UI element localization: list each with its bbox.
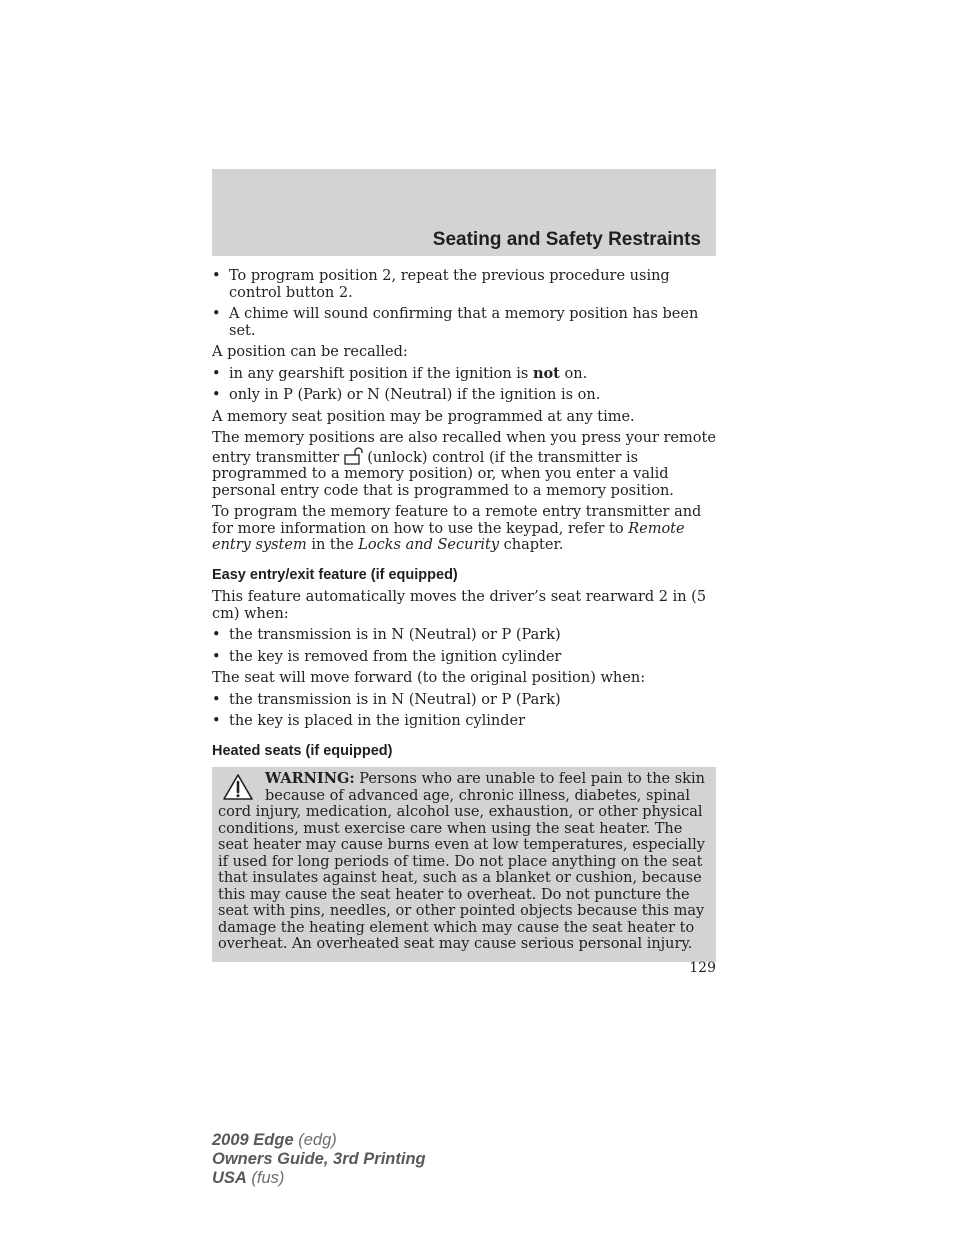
easy-entry-forward-intro: The seat will move forward (to the original position) when:: [212, 670, 646, 686]
footer-line-guide: Owners Guide, 3rd Printing: [212, 1150, 426, 1168]
page-number: 129: [689, 960, 716, 976]
bullet-icon: •: [212, 713, 221, 729]
recall-intro: A position can be recalled:: [212, 344, 408, 360]
list-item: • To program position 2, repeat the previous procedure using control button 2.: [212, 268, 670, 301]
easy-entry-heading: Easy entry/exit feature (if equipped): [212, 566, 458, 583]
warning-text: Persons who are unable to feel pain to the skin because of advanced age, chronic illness, diabetes, spinal cord injury, medication, alcohol use, exhaustion, or other physical conditions, must exercise care when using the seat heater. The seat heater may cause burns even at low temperatures, especially if used for long periods of time. Do not place anything on the seat that insulates against heat, such as a blanket or cushion, because this may cause the seat heater to overheat. Do not puncture the seat with pins, needles, or other pointed objects because this may damage the heating element which may cause the seat heater to overheat. An overheated seat may cause serious personal injury.: [218, 771, 705, 952]
footer: [212, 1131, 426, 1188]
easy-entry-intro: This feature automatically moves the driver’s seat rearward 2 in (5 cm) when:: [212, 589, 707, 622]
bullet-icon: •: [212, 268, 221, 284]
section-header: [212, 169, 716, 256]
footer-line-market: USA (fus): [212, 1169, 285, 1187]
heated-seats-heading: Heated seats (if equipped): [212, 742, 393, 759]
warning-triangle-icon: [222, 773, 254, 801]
list-item: • A chime will sound confirming that a memory position has been set.: [212, 306, 699, 339]
bullet-icon: •: [212, 306, 221, 322]
list-item: • the transmission is in N (Neutral) or P (Park): [212, 691, 561, 708]
paragraph-program: To program the memory feature to a remote entry transmitter and for more information on how to use the keypad, refer to Remote entry system in the Locks and Security chapter.: [212, 504, 702, 553]
bullet-icon: •: [212, 627, 221, 643]
warning-box: [212, 767, 716, 962]
list-item: • the key is removed from the ignition cylinder: [212, 648, 562, 665]
paragraph-remote: The memory positions are also recalled when you press your remote entry transmitter (unlock) control (if the transmitter is programmed to a memory position) or, when you enter a valid personal entry code that is programmed to a memory position.: [212, 430, 716, 499]
list-item: • the transmission is in N (Neutral) or P (Park): [212, 627, 561, 643]
bullet-icon: •: [212, 387, 221, 403]
footer-line-model: 2009 Edge (edg): [212, 1131, 337, 1149]
paragraph-any-time: A memory seat position may be programmed at any time.: [212, 408, 635, 425]
list-item: • in any gearshift position if the ignition is not on.: [212, 364, 588, 382]
list-item: • only in P (Park) or N (Neutral) if the ignition is on.: [212, 387, 601, 403]
bullet-icon: •: [212, 648, 221, 665]
bullet-icon: •: [212, 365, 221, 382]
unlock-icon: [343, 447, 363, 465]
warning-label: WARNING:: [265, 770, 355, 787]
page-content: [212, 268, 716, 962]
list-item: • the key is placed in the ignition cylinder: [212, 713, 526, 729]
bullet-icon: •: [212, 691, 221, 708]
section-title: Seating and Safety Restraints: [432, 229, 701, 250]
